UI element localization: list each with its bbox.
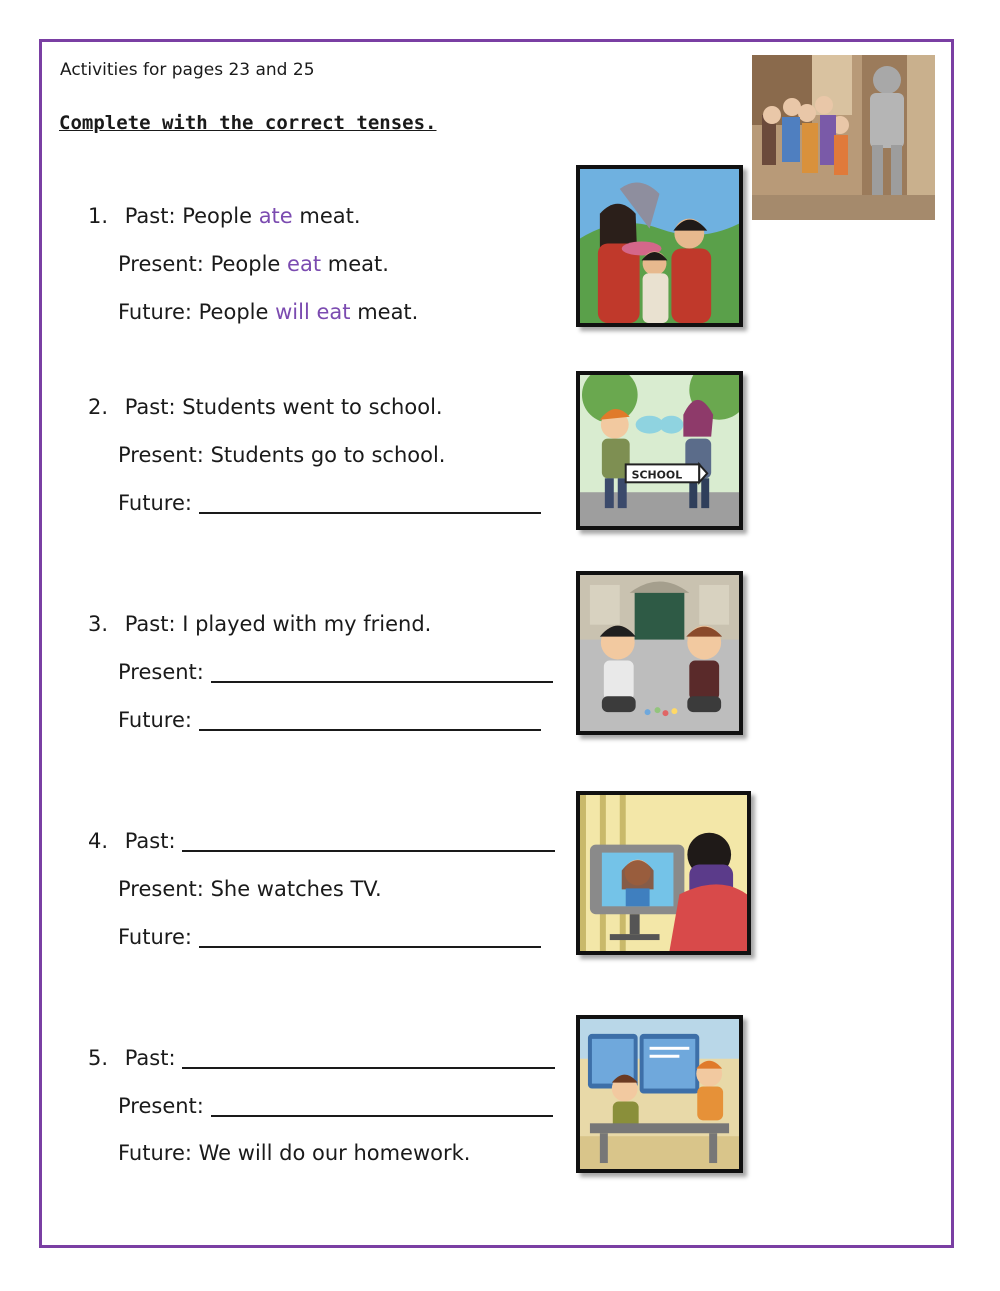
answer-blank-field[interactable] (199, 709, 541, 731)
answer-blank-field[interactable] (211, 661, 553, 683)
item-number: 3. (88, 612, 109, 636)
answer-verb: eat (287, 252, 322, 276)
item-4-present: Present: She watches TV. (118, 877, 382, 901)
answer-verb: ate (258, 204, 293, 228)
item-number: 1. (88, 204, 109, 228)
answer-blank-field[interactable] (199, 926, 541, 948)
girl-watching-tv-illustration (576, 791, 751, 955)
item-number: 4. (88, 829, 109, 853)
answer-blank-field[interactable] (211, 1095, 553, 1117)
item-2-past: 2. Past: Students went to school. (88, 395, 443, 419)
students-school-sign-illustration (576, 371, 743, 530)
item-3-present: Present: (118, 660, 553, 684)
answer-blank-field[interactable] (199, 492, 541, 514)
item-5-past: 5. Past: (88, 1046, 555, 1070)
item-1-past: 1. Past: People ate meat. (88, 204, 361, 228)
family-eating-meat-illustration (576, 165, 743, 327)
answer-blank-field[interactable] (182, 830, 555, 852)
item-4-future: Future: (118, 925, 541, 949)
item-3-future: Future: (118, 708, 541, 732)
school-sign-text: SCHOOL (631, 468, 683, 482)
kids-using-computers-illustration (576, 1015, 743, 1173)
item-5-present: Present: (118, 1094, 553, 1118)
pages-label: Activities for pages 23 and 25 (60, 60, 315, 80)
item-1-future: Future: People will eat meat. (118, 300, 419, 324)
answer-verb: will eat (275, 300, 351, 324)
item-2-present: Present: Students go to school. (118, 443, 446, 467)
instruction-heading: Complete with the correct tenses. (59, 112, 437, 134)
item-4-past: 4. Past: (88, 829, 555, 853)
children-with-knight-armor-photo (752, 55, 935, 220)
item-1-present: Present: People eat meat. (118, 252, 389, 276)
item-2-future: Future: (118, 491, 541, 515)
answer-blank-field[interactable] (182, 1047, 555, 1069)
item-5-future: Future: We will do our homework. (118, 1141, 471, 1165)
boys-playing-marbles-illustration (576, 571, 743, 735)
item-number: 5. (88, 1046, 109, 1070)
item-number: 2. (88, 395, 109, 419)
item-3-past: 3. Past: I played with my friend. (88, 612, 432, 636)
